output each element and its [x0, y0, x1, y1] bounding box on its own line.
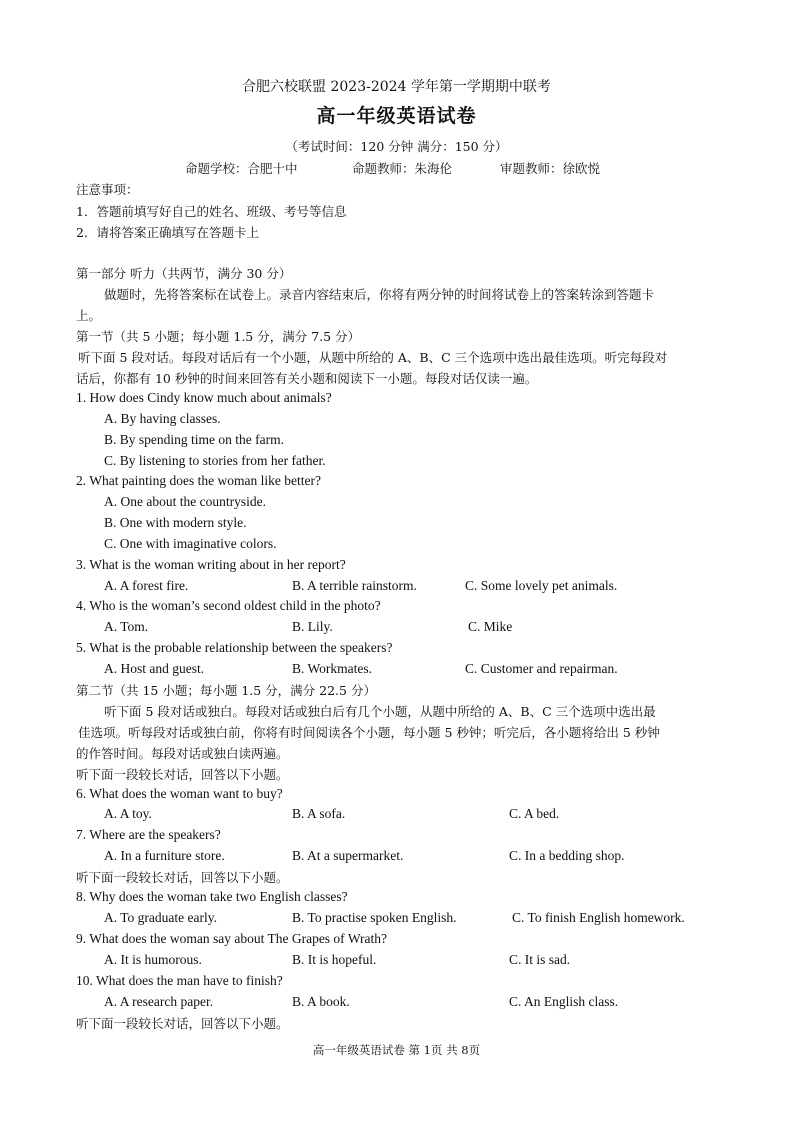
section2-heading: 第二节（共 15 小题；每小题 1.5 分，满分 22.5 分）	[76, 683, 376, 698]
question-stem: 9. What does the woman say about The Grapes of Wrath?	[76, 931, 387, 946]
answer-option: A. To graduate early.	[104, 910, 218, 925]
answer-option: A. In a furniture store.	[104, 848, 225, 863]
part1-intro: 做题时，先将答案标在试卷上。录音内容结束后，你将有两分钟的时间将试卷上的答案转涂到答题卡	[104, 287, 655, 302]
answer-option: C. Some lovely pet animals.	[465, 578, 618, 593]
part1-heading: 第一部分 听力（共两节，满分 30 分）	[76, 266, 292, 281]
question-stem: 4. Who is the woman’s second oldest child in the photo?	[76, 598, 381, 613]
answer-option: B. To practise spoken English.	[292, 910, 457, 925]
question-stem: 2. What painting does the woman like better?	[76, 473, 321, 488]
question-stem: 6. What does the woman want to buy?	[76, 786, 283, 801]
long-dialog-note: 听下面一段较长对话，回答以下小题。	[76, 1016, 289, 1031]
section2-instructions: 听下面 5 段对话或独白。每段对话或独白后有几个小题，从题中所给的 A、B、C 三个选项中选出最	[104, 704, 656, 719]
answer-option: C. It is sad.	[509, 952, 571, 967]
question-stem: 1. How does Cindy know much about animals?	[76, 390, 332, 405]
section1-instructions: 听下面 5 段对话。每段对话后有一个小题，从题中所给的 A、B、C 三个选项中选出最佳选项。听完每段对	[78, 350, 668, 365]
answer-option: B. By spending time on the farm.	[104, 432, 284, 447]
question-stem: 7. Where are the speakers?	[76, 827, 221, 842]
review-teacher: 审题教师：徐欧悦	[500, 161, 601, 176]
author-teacher: 命题教师：朱海伦	[352, 161, 453, 176]
answer-option: B. A book.	[292, 994, 350, 1009]
answer-option: A. A toy.	[104, 806, 152, 821]
answer-option: B. A sofa.	[292, 806, 346, 821]
answer-option: A. By having classes.	[104, 411, 221, 426]
question-stem: 5. What is the probable relationship between the speakers?	[76, 640, 393, 655]
answer-option: B. Workmates.	[292, 661, 373, 676]
note-item: 1．答题前填写好自己的姓名、班级、考号等信息	[76, 204, 347, 219]
author-school: 命题学校：合肥十中	[185, 161, 298, 176]
answer-option: B. It is hopeful.	[292, 952, 377, 967]
notes-heading: 注意事项：	[76, 182, 139, 197]
answer-option: C. One with imaginative colors.	[104, 536, 277, 551]
long-dialog-note: 听下面一段较长对话，回答以下小题。	[76, 767, 289, 782]
exam-title: 高一年级英语试卷	[316, 105, 477, 127]
answer-option: A. A forest fire.	[104, 578, 189, 593]
answer-option: B. Lily.	[292, 619, 333, 634]
answer-option: A. A research paper.	[104, 994, 214, 1009]
question-stem: 10. What does the man have to finish?	[76, 973, 283, 988]
page-footer: 高一年级英语试卷 第 1页 共 8页	[312, 1043, 481, 1057]
note-item: 2．请将答案正确填写在答题卡上	[76, 225, 259, 240]
answer-option: C. A bed.	[509, 806, 560, 821]
answer-option: A. Host and guest.	[104, 661, 205, 676]
answer-option: B. One with modern style.	[104, 515, 247, 530]
exam-title-line1: 合肥六校联盟 2023-2024 学年第一学期期中联考	[242, 79, 551, 95]
answer-option: C. Mike	[468, 619, 513, 634]
answer-option: A. Tom.	[104, 619, 149, 634]
long-dialog-note: 听下面一段较长对话，回答以下小题。	[76, 870, 289, 885]
answer-option: B. At a supermarket.	[292, 848, 404, 863]
answer-option: C. Customer and repairman.	[465, 661, 618, 676]
answer-option: A. One about the countryside.	[104, 494, 266, 509]
part1-intro: 上。	[76, 308, 102, 323]
answer-option: C. To finish English homework.	[512, 910, 685, 925]
section2-instructions: 的作答时间。每段对话或独白读两遍。	[76, 746, 289, 761]
section1-heading: 第一节（共 5 小题；每小题 1.5 分，满分 7.5 分）	[76, 329, 361, 344]
section1-instructions: 话后，你都有 10 秒钟的时间来回答有关小题和阅读下一小题。每段对话仅读一遍。	[76, 371, 538, 386]
answer-option: A. It is humorous.	[104, 952, 202, 967]
answer-option: C. By listening to stories from her father.	[104, 453, 326, 468]
exam-info: （考试时间：120 分钟 满分：150 分）	[285, 139, 508, 154]
question-stem: 3. What is the woman writing about in her report?	[76, 557, 346, 572]
answer-option: B. A terrible rainstorm.	[292, 578, 417, 593]
answer-option: C. An English class.	[509, 994, 619, 1009]
question-stem: 8. Why does the woman take two English classes?	[76, 889, 348, 904]
section2-instructions: 佳选项。听每段对话或独白前，你将有时间阅读各个小题，每小题 5 秒钟；听完后，各小题将给出 5 秒钟	[78, 725, 660, 740]
answer-option: C. In a bedding shop.	[509, 848, 625, 863]
